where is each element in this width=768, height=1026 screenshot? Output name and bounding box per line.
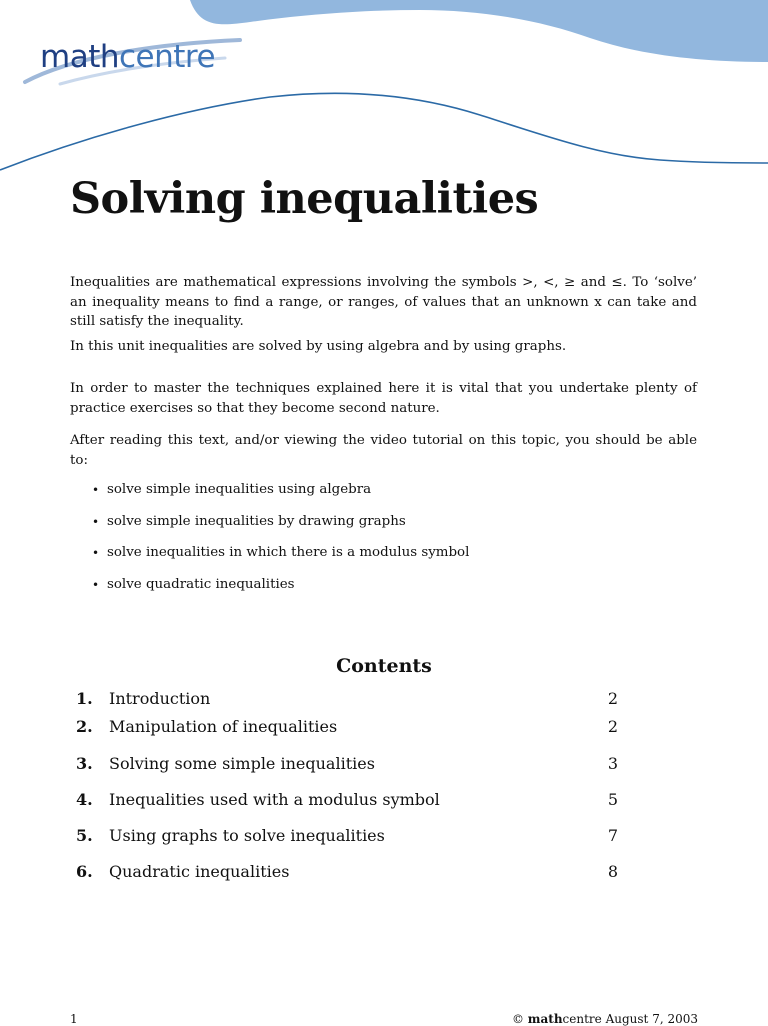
toc-page: 2 (607, 717, 618, 736)
toc-number: 5. (76, 826, 93, 845)
list-item (92, 575, 469, 607)
toc-row[interactable] (76, 860, 621, 884)
practice-paragraph: In order to master the techniques explained here it is vital that you undertake plenty of practice exercises so that they become second nature. (70, 381, 697, 416)
toc-number: 2. (76, 717, 93, 736)
intro-paragraph: Inequalities are mathematical expressions involving the symbols >, <, ≥ and ≤. To ‘solve’ an inequality means to find a range, or ranges, of values that an unknown x can take and still satisfy the inequality. (70, 275, 697, 329)
toc-title: Inequalities used with a modulus symbol (109, 790, 440, 809)
toc-title: Using graphs to solve inequalities (109, 826, 385, 845)
logo-centre-text: centre (119, 39, 216, 75)
toc-page: 7 (607, 826, 618, 845)
mathcentre-logo (40, 39, 216, 75)
copyright-icon: © (511, 1012, 524, 1026)
toc-row[interactable] (76, 752, 621, 776)
bullet-icon: • (92, 514, 100, 529)
outcomes-lead-paragraph: After reading this text, and/or viewing the video tutorial on this topic, you should be able to: (70, 433, 697, 468)
footer-brand-centre: centre (562, 1012, 602, 1026)
toc-number: 4. (76, 790, 93, 809)
outcome-text: solve quadratic inequalities (107, 577, 295, 593)
toc-row[interactable] (76, 824, 621, 848)
toc-page: 2 (607, 689, 618, 708)
footer-brand-math: math (527, 1012, 563, 1026)
bullet-icon: • (92, 546, 100, 561)
toc-title: Introduction (109, 689, 211, 708)
bullet-icon: • (92, 483, 100, 497)
list-item (92, 512, 469, 544)
method-paragraph: In this unit inequalities are solved by using algebra and by using graphs. (70, 339, 567, 354)
toc-page: 5 (607, 790, 618, 809)
list-item (92, 480, 469, 512)
contents-heading: Contents (336, 655, 432, 677)
logo-math-text: math (40, 39, 119, 75)
toc-number: 6. (76, 862, 93, 881)
page-title: Solving inequalities (70, 174, 539, 224)
page-number: 1 (70, 1012, 78, 1026)
footer-date: August 7, 2003 (605, 1012, 698, 1026)
bullet-icon: • (92, 578, 100, 593)
header-wave-decoration (0, 0, 768, 180)
toc-number: 3. (76, 754, 93, 773)
toc-row[interactable] (76, 715, 621, 739)
toc-number: 1. (76, 689, 93, 708)
outcome-text: solve inequalities in which there is a modulus symbol (107, 545, 470, 561)
list-item (92, 543, 469, 575)
toc-title: Manipulation of inequalities (109, 717, 338, 736)
toc-row[interactable] (76, 687, 621, 711)
toc-page: 3 (607, 754, 618, 773)
toc-title: Quadratic inequalities (109, 862, 290, 881)
toc-row[interactable] (76, 788, 621, 812)
outcome-text: solve simple inequalities by drawing graphs (107, 513, 406, 529)
toc-title: Solving some simple inequalities (109, 754, 375, 773)
learning-outcomes-list (92, 480, 469, 607)
outcome-text: solve simple inequalities using algebra (107, 482, 372, 497)
toc-page: 8 (607, 862, 618, 881)
